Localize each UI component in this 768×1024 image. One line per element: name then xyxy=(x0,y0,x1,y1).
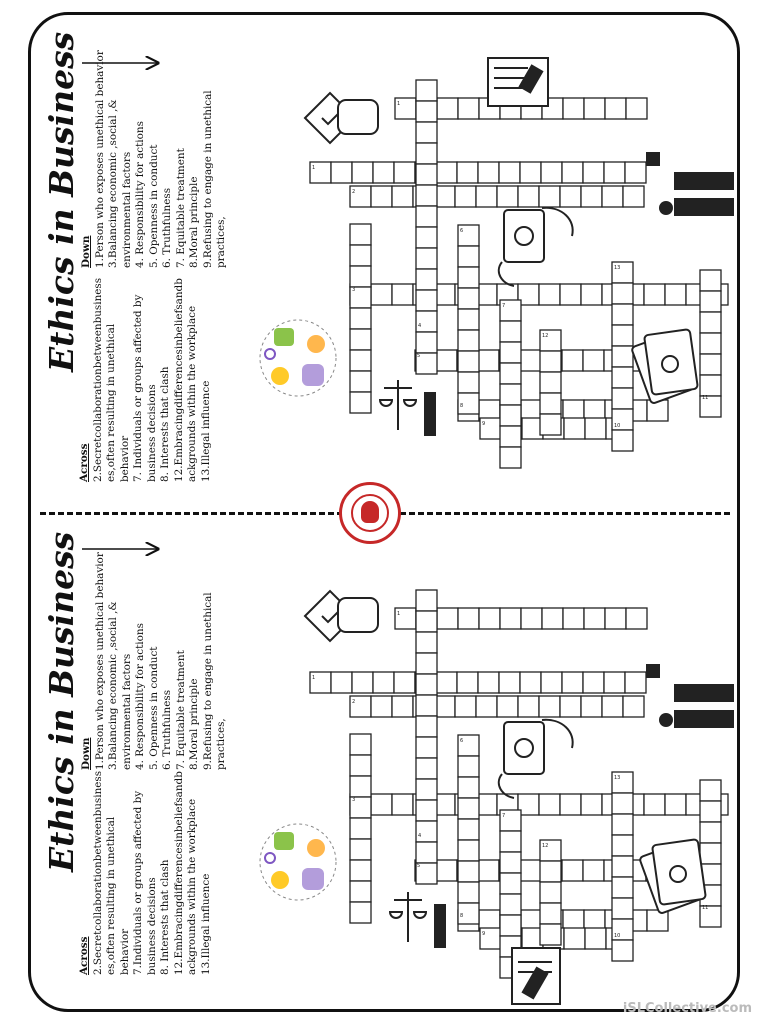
grid-cell[interactable] xyxy=(700,801,721,822)
grid-cell[interactable] xyxy=(458,351,479,372)
grid-cell[interactable] xyxy=(625,162,646,183)
grid-cell[interactable] xyxy=(392,794,413,815)
grid-cell[interactable] xyxy=(499,162,520,183)
grid-cell[interactable] xyxy=(416,632,437,653)
grid-cell[interactable] xyxy=(371,696,392,717)
grid-cell[interactable] xyxy=(392,284,413,305)
grid-cell[interactable] xyxy=(623,186,644,207)
grid-cell[interactable] xyxy=(458,246,479,267)
grid-cell[interactable] xyxy=(584,608,605,629)
grid-cell[interactable] xyxy=(350,839,371,860)
grid-cell[interactable] xyxy=(350,392,371,413)
grid-cell[interactable] xyxy=(457,162,478,183)
grid-cell[interactable] xyxy=(500,852,521,873)
clue-down-3: 3.Balancing economic ,social ,& environmental factors xyxy=(107,601,133,770)
grid-cell[interactable] xyxy=(626,608,647,629)
grid-cell[interactable] xyxy=(612,835,633,856)
grid-cell[interactable] xyxy=(583,350,604,371)
clue-number: 4 xyxy=(418,323,422,329)
grid-cell[interactable] xyxy=(612,325,633,346)
grid-cell[interactable] xyxy=(562,350,583,371)
grid-cell[interactable] xyxy=(500,342,521,363)
clue-number: 1 xyxy=(397,611,401,617)
clue-number: 7 xyxy=(502,813,506,819)
grid-cell[interactable] xyxy=(350,734,371,755)
grid-cell[interactable] xyxy=(416,737,437,758)
grid-cell[interactable] xyxy=(373,162,394,183)
grid-cell[interactable] xyxy=(416,800,437,821)
grid-cell[interactable] xyxy=(458,288,479,309)
grid-cell[interactable] xyxy=(583,860,604,881)
clue-number: 4 xyxy=(418,833,422,839)
grid-cell[interactable] xyxy=(392,696,413,717)
grid-cell[interactable] xyxy=(612,814,633,835)
grid-cell[interactable] xyxy=(350,308,371,329)
grid-cell[interactable] xyxy=(700,291,721,312)
grid-cell[interactable] xyxy=(455,696,476,717)
grid-cell[interactable] xyxy=(560,284,581,305)
grid-cell[interactable] xyxy=(612,793,633,814)
grid-cell[interactable] xyxy=(626,98,647,119)
clue-number: 8 xyxy=(460,913,464,919)
grid-cell[interactable] xyxy=(500,608,521,629)
grid-cell[interactable] xyxy=(416,842,437,863)
clue-across-7: 7. Individuals or groups affected by business decisions xyxy=(132,294,158,482)
grid-cell[interactable] xyxy=(478,860,499,881)
grid-cell[interactable] xyxy=(416,164,437,185)
grid-cell[interactable] xyxy=(500,831,521,852)
cash-stack-icon xyxy=(631,329,698,404)
grid-cell[interactable] xyxy=(476,186,497,207)
clue-number: 11 xyxy=(702,395,709,401)
grid-cell[interactable] xyxy=(644,284,665,305)
grid-cell[interactable] xyxy=(394,162,415,183)
clue-number: 13 xyxy=(614,775,621,781)
clue-across-8: 8. Interests that clash xyxy=(159,859,171,975)
clue-down-5: 5. Openness in conduct xyxy=(147,646,160,770)
grid-cell[interactable] xyxy=(458,861,479,882)
grid-cell[interactable] xyxy=(350,860,371,881)
grid-cell[interactable] xyxy=(700,843,721,864)
diversity-icon xyxy=(260,824,336,900)
handshake-icon xyxy=(305,93,378,143)
clue-number: 10 xyxy=(614,423,621,429)
grid-cell[interactable] xyxy=(700,270,721,291)
grid-cell[interactable] xyxy=(581,284,602,305)
grid-cell[interactable] xyxy=(585,928,606,949)
grid-cell[interactable] xyxy=(373,672,394,693)
grid-cell[interactable] xyxy=(478,350,499,371)
grid-cell[interactable] xyxy=(458,330,479,351)
grid-cell[interactable] xyxy=(350,881,371,902)
grid-cell[interactable] xyxy=(371,186,392,207)
grid-cell[interactable] xyxy=(500,894,521,915)
clue-down-6: 6. Truthfulness xyxy=(161,689,173,770)
grid-cell[interactable] xyxy=(350,755,371,776)
grid-cell[interactable] xyxy=(416,758,437,779)
grid-cell[interactable] xyxy=(612,940,633,961)
worksheet-title-top: Ethics in Business xyxy=(42,31,81,372)
grid-cell[interactable] xyxy=(416,185,437,206)
clue-across-12: 12.Embracingdifferencesinbeliefsandb ackgrounds within the workplace xyxy=(172,278,198,482)
clue-down-4: 4. Responsibility for actions xyxy=(134,623,146,770)
grid-cell[interactable] xyxy=(458,756,479,777)
clue-down-7: 7. Equitable treatment xyxy=(174,650,187,770)
clue-across-8: 8. Interests that clash xyxy=(159,366,171,482)
people-talking-icon xyxy=(646,152,734,216)
grid-cell[interactable] xyxy=(539,696,560,717)
grid-cell[interactable] xyxy=(539,284,560,305)
grid-cell[interactable] xyxy=(497,696,518,717)
grid-cell[interactable] xyxy=(476,696,497,717)
grid-cell[interactable] xyxy=(665,284,686,305)
clue-across-13: 13.Illegal influence xyxy=(199,380,212,482)
clue-number: 1 xyxy=(312,165,316,171)
grid-cell[interactable] xyxy=(700,312,721,333)
clue-down-9: 9.Refusing to engage in unethical practices, xyxy=(201,90,227,268)
grid-cell[interactable] xyxy=(539,794,560,815)
clue-down-9: 9.Refusing to engage in unethical practices, xyxy=(201,592,227,770)
grid-cell[interactable] xyxy=(371,284,392,305)
clue-number: 1 xyxy=(397,101,401,107)
grid-cell[interactable] xyxy=(605,98,626,119)
grid-cell[interactable] xyxy=(520,672,541,693)
clue-down-8: 8.Moral principle xyxy=(188,176,200,268)
grid-cell[interactable] xyxy=(604,162,625,183)
grid-cell[interactable] xyxy=(458,882,479,903)
grid-cell[interactable] xyxy=(416,269,437,290)
down-heading: Down xyxy=(80,235,92,268)
grid-cell[interactable] xyxy=(436,860,457,881)
watermark: iSLCollective.com xyxy=(622,1001,752,1016)
grid-cell[interactable] xyxy=(416,653,437,674)
clue-number: 12 xyxy=(542,843,549,849)
grid-cell[interactable] xyxy=(350,776,371,797)
clue-down-1: 1.Person who exposes unethical behavior xyxy=(93,552,106,770)
clue-number: 2 xyxy=(352,699,356,705)
clue-down-3: 3.Balancing economic ,social ,& environmental factors xyxy=(107,99,133,268)
grid-cell[interactable] xyxy=(416,674,437,695)
grid-cell[interactable] xyxy=(416,80,437,101)
grid-cell[interactable] xyxy=(700,822,721,843)
fake-document-icon xyxy=(488,58,548,106)
clue-number: 9 xyxy=(482,931,486,937)
clue-number: 12 xyxy=(542,333,549,339)
grid-cell[interactable] xyxy=(416,611,437,632)
grid-cell[interactable] xyxy=(416,695,437,716)
grid-cell[interactable] xyxy=(521,608,542,629)
grid-cell[interactable] xyxy=(416,248,437,269)
clue-number: 8 xyxy=(460,403,464,409)
grid-cell[interactable] xyxy=(612,877,633,898)
clue-number: 6 xyxy=(460,738,464,744)
grid-cell[interactable] xyxy=(540,372,561,393)
grid-cell[interactable] xyxy=(416,716,437,737)
grid-cell[interactable] xyxy=(458,372,479,393)
people-talking-icon xyxy=(646,664,734,728)
grid-cell[interactable] xyxy=(416,590,437,611)
grid-cell[interactable] xyxy=(500,447,521,468)
grid-cell[interactable] xyxy=(416,206,437,227)
grid-cell[interactable] xyxy=(458,309,479,330)
grid-cell[interactable] xyxy=(352,672,373,693)
grid-cell[interactable] xyxy=(612,346,633,367)
grid-cell[interactable] xyxy=(518,186,539,207)
grid-cell[interactable] xyxy=(605,608,626,629)
grid-cell[interactable] xyxy=(436,162,457,183)
grid-cell[interactable] xyxy=(350,266,371,287)
clue-number: 9 xyxy=(482,421,486,427)
grid-cell[interactable] xyxy=(458,777,479,798)
grid-cell[interactable] xyxy=(612,856,633,877)
grid-cell[interactable] xyxy=(560,794,581,815)
grid-cell[interactable] xyxy=(564,928,585,949)
grid-cell[interactable] xyxy=(436,672,457,693)
grid-cell[interactable] xyxy=(520,350,541,371)
clue-number: 13 xyxy=(614,265,621,271)
grid-cell[interactable] xyxy=(583,162,604,183)
grid-cell[interactable] xyxy=(602,696,623,717)
grid-cell[interactable] xyxy=(500,873,521,894)
grid-cell[interactable] xyxy=(416,779,437,800)
grid-cell[interactable] xyxy=(500,915,521,936)
grid-cell[interactable] xyxy=(458,798,479,819)
clue-across-12: 12.Embracingdifferencesinbeliefsandb ackgrounds within the workplace xyxy=(172,771,198,975)
grid-cell[interactable] xyxy=(541,672,562,693)
money-exchange-icon xyxy=(499,720,573,798)
grid-cell[interactable] xyxy=(520,860,541,881)
grid-cell[interactable] xyxy=(500,405,521,426)
grid-cell[interactable] xyxy=(455,186,476,207)
grid-cell[interactable] xyxy=(437,98,458,119)
author-portrait-icon xyxy=(361,501,379,523)
grid-cell[interactable] xyxy=(416,101,437,122)
grid-cell[interactable] xyxy=(602,186,623,207)
grid-cell[interactable] xyxy=(604,672,625,693)
grid-cell[interactable] xyxy=(540,882,561,903)
grid-cell[interactable] xyxy=(350,371,371,392)
grid-cell[interactable] xyxy=(644,794,665,815)
grid-cell[interactable] xyxy=(520,162,541,183)
grid-cell[interactable] xyxy=(458,608,479,629)
grid-cell[interactable] xyxy=(416,122,437,143)
grid-cell[interactable] xyxy=(612,367,633,388)
money-exchange-icon xyxy=(499,208,573,286)
clue-down-7: 7. Equitable treatment xyxy=(174,148,187,268)
clue-number: 7 xyxy=(502,303,506,309)
grid-cell[interactable] xyxy=(458,267,479,288)
diversity-icon xyxy=(260,320,336,396)
grid-cell[interactable] xyxy=(540,351,561,372)
grid-cell[interactable] xyxy=(539,186,560,207)
clue-number: 3 xyxy=(352,287,356,293)
grid-cell[interactable] xyxy=(437,608,458,629)
grid-cell[interactable] xyxy=(500,426,521,447)
grid-cell[interactable] xyxy=(560,186,581,207)
grid-cell[interactable] xyxy=(585,418,606,439)
grid-cell[interactable] xyxy=(350,818,371,839)
grid-cell[interactable] xyxy=(700,354,721,375)
grid-cell[interactable] xyxy=(625,672,646,693)
clue-number: 5 xyxy=(417,353,421,359)
grid-cell[interactable] xyxy=(416,143,437,164)
grid-cell[interactable] xyxy=(612,304,633,325)
grid-cell[interactable] xyxy=(350,902,371,923)
clue-across-2: 2.Secretcollaborationbetweenbusiness es,often resulting in unethical behavior xyxy=(91,770,131,975)
grid-cell[interactable] xyxy=(542,608,563,629)
crossword-grid-bottom xyxy=(310,590,728,978)
grid-cell[interactable] xyxy=(500,384,521,405)
grid-cell[interactable] xyxy=(497,186,518,207)
down-heading: Down xyxy=(80,737,92,770)
scales-icon xyxy=(380,380,436,436)
grid-cell[interactable] xyxy=(350,329,371,350)
grid-cell[interactable] xyxy=(562,672,583,693)
grid-cell[interactable] xyxy=(500,363,521,384)
clue-number: 5 xyxy=(417,863,421,869)
grid-cell[interactable] xyxy=(562,860,583,881)
clue-number: 1 xyxy=(312,675,316,681)
grid-cell[interactable] xyxy=(562,162,583,183)
clue-across-13: 13.Illegal influence xyxy=(199,873,212,975)
clue-number: 6 xyxy=(460,228,464,234)
grid-cell[interactable] xyxy=(541,162,562,183)
handshake-icon xyxy=(305,591,378,641)
grid-cell[interactable] xyxy=(540,861,561,882)
fake-document-icon xyxy=(512,948,560,1004)
clue-across-2: 2.Secretcollaborationbetweenbusiness es,often resulting in unethical behavior xyxy=(91,277,131,482)
grid-cell[interactable] xyxy=(540,924,561,945)
grid-cell[interactable] xyxy=(371,794,392,815)
grid-cell[interactable] xyxy=(458,819,479,840)
grid-cell[interactable] xyxy=(612,430,633,451)
cash-stack-icon xyxy=(639,839,709,914)
grid-cell[interactable] xyxy=(436,350,457,371)
grid-cell[interactable] xyxy=(478,162,499,183)
grid-cell[interactable] xyxy=(479,608,500,629)
clue-down-5: 5. Openness in conduct xyxy=(147,144,160,268)
across-heading: Across xyxy=(78,443,90,482)
author-stamp xyxy=(339,482,401,544)
grid-cell[interactable] xyxy=(540,393,561,414)
grid-cell[interactable] xyxy=(540,414,561,435)
across-heading: Across xyxy=(78,936,90,975)
clue-down-1: 1.Person who exposes unethical behavior xyxy=(93,50,106,268)
grid-cell[interactable] xyxy=(392,186,413,207)
grid-cell[interactable] xyxy=(665,794,686,815)
grid-cell[interactable] xyxy=(352,162,373,183)
grid-cell[interactable] xyxy=(700,333,721,354)
grid-cell[interactable] xyxy=(350,224,371,245)
clue-down-8: 8.Moral principle xyxy=(188,678,200,770)
clue-across-7: 7.Individuals or groups affected by business decisions xyxy=(132,790,158,975)
grid-cell[interactable] xyxy=(540,903,561,924)
grid-cell[interactable] xyxy=(499,672,520,693)
grid-cell[interactable] xyxy=(560,696,581,717)
grid-cell[interactable] xyxy=(331,162,352,183)
clue-number: 10 xyxy=(614,933,621,939)
grid-cell[interactable] xyxy=(478,672,499,693)
grid-cell[interactable] xyxy=(394,672,415,693)
clue-number: 2 xyxy=(352,189,356,195)
grid-cell[interactable] xyxy=(612,898,633,919)
worksheet-title-bottom: Ethics in Business xyxy=(42,531,81,872)
grid-cell[interactable] xyxy=(647,400,668,421)
scales-icon xyxy=(390,892,446,948)
grid-cell[interactable] xyxy=(623,696,644,717)
grid-cell[interactable] xyxy=(563,98,584,119)
grid-cell[interactable] xyxy=(581,186,602,207)
grid-cell[interactable] xyxy=(458,98,479,119)
grid-cell[interactable] xyxy=(518,696,539,717)
grid-cell[interactable] xyxy=(416,227,437,248)
grid-cell[interactable] xyxy=(583,672,604,693)
grid-cell[interactable] xyxy=(331,672,352,693)
clue-number: 11 xyxy=(702,905,709,911)
clue-down-6: 6. Truthfulness xyxy=(161,187,173,268)
grid-cell[interactable] xyxy=(564,418,585,439)
grid-cell[interactable] xyxy=(416,290,437,311)
grid-cell[interactable] xyxy=(416,332,437,353)
grid-cell[interactable] xyxy=(563,608,584,629)
grid-cell[interactable] xyxy=(700,780,721,801)
clue-down-4: 4. Responsibility for actions xyxy=(134,121,146,268)
grid-cell[interactable] xyxy=(581,696,602,717)
crossword-grid-top xyxy=(310,80,728,468)
grid-cell[interactable] xyxy=(350,350,371,371)
grid-cell[interactable] xyxy=(500,321,521,342)
grid-cell[interactable] xyxy=(584,98,605,119)
grid-cell[interactable] xyxy=(612,388,633,409)
grid-cell[interactable] xyxy=(350,245,371,266)
grid-cell[interactable] xyxy=(700,375,721,396)
grid-cell[interactable] xyxy=(458,840,479,861)
grid-cell[interactable] xyxy=(581,794,602,815)
grid-cell[interactable] xyxy=(612,283,633,304)
clue-number: 3 xyxy=(352,797,356,803)
grid-cell[interactable] xyxy=(457,672,478,693)
